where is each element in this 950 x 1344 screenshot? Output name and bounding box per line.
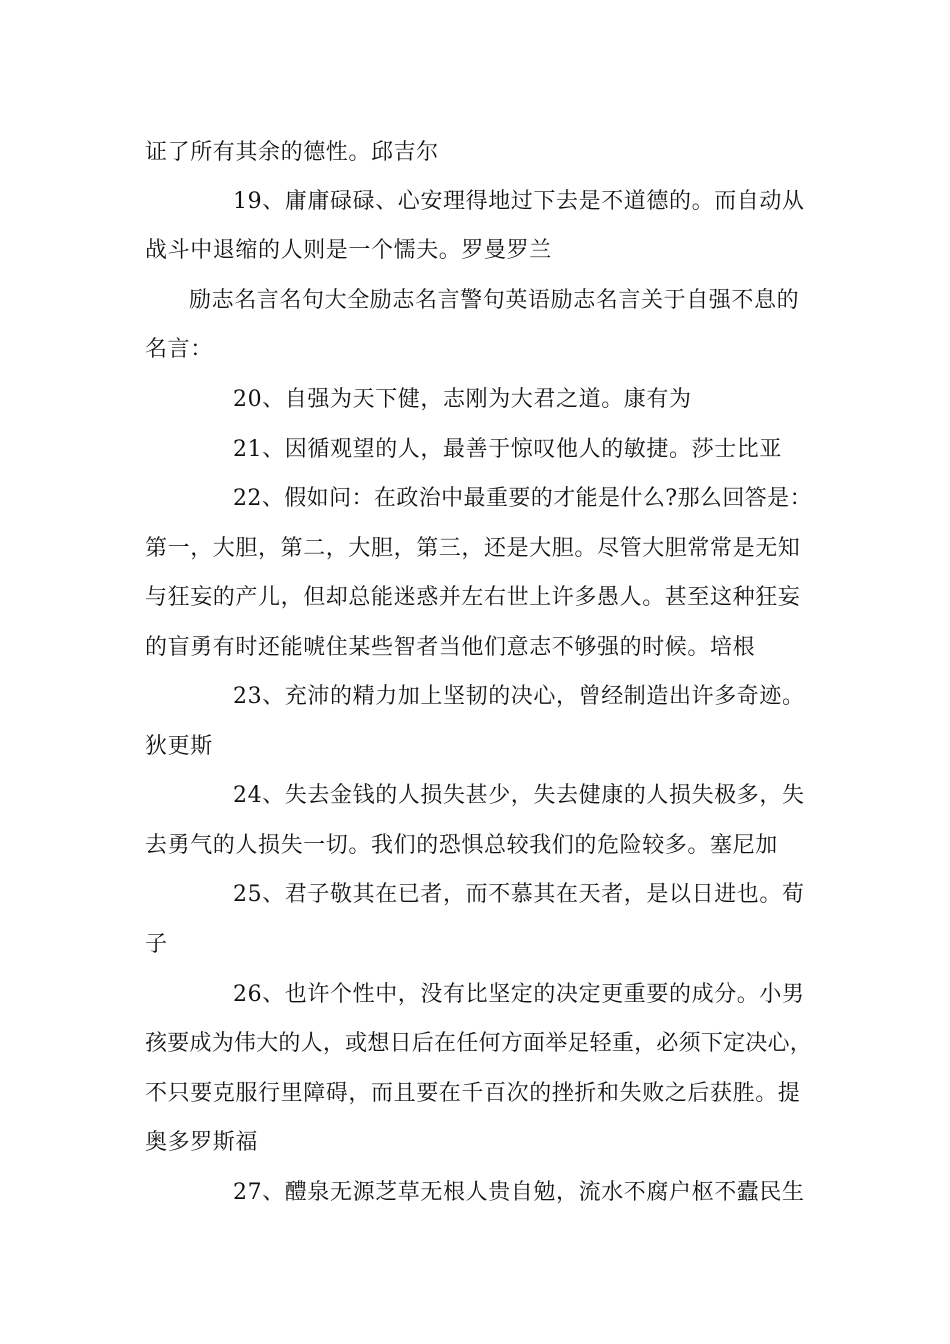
quote-23-line-2: 狄更斯	[145, 734, 213, 759]
quote-21: 21、因循观望的人，最善于惊叹他人的敏捷。莎士比亚	[233, 437, 782, 462]
quote-24-line-2: 去勇气的人损失一切。我们的恐惧总较我们的危险较多。塞尼加	[145, 833, 778, 858]
quote-19-line-1: 19、庸庸碌碌、心安理得地过下去是不道德的。而自动从	[233, 189, 805, 214]
quote-24-line-1: 24、失去金钱的人损失甚少，失去健康的人损失极多，失	[233, 783, 805, 808]
section-heading-line-1: 励志名言名句大全励志名言警句英语励志名言关于自强不息的	[189, 288, 800, 313]
quote-22-line-4: 的盲勇有时还能唬住某些智者当他们意志不够强的时候。培根	[145, 635, 756, 660]
quote-26-line-3: 不只要克服行里障碍，而且要在千百次的挫折和失败之后获胜。提	[145, 1081, 801, 1106]
quote-20: 20、自强为天下健，志刚为大君之道。康有为	[233, 387, 692, 412]
section-heading-line-2: 名言：	[145, 337, 213, 362]
quote-22-line-1: 22、假如问：在政治中最重要的才能是什么?那么回答是：	[233, 486, 812, 511]
quote-22-line-3: 与狂妄的产儿，但却总能迷惑并左右世上许多愚人。甚至这种狂妄	[145, 585, 801, 610]
quote-26-line-2: 孩要成为伟大的人，或想日后在任何方面举足轻重，必须下定决心，	[145, 1031, 813, 1056]
quote-27-line-1: 27、醴泉无源芝草无根人贵自勉，流水不腐户枢不蠹民生	[233, 1180, 805, 1205]
quote-23-line-1: 23、充沛的精力加上坚韧的决心，曾经制造出许多奇迹。	[233, 684, 805, 709]
quote-19-line-2: 战斗中退缩的人则是一个懦夫。罗曼罗兰	[145, 238, 552, 263]
quote-25-line-1: 25、君子敬其在已者，而不慕其在天者，是以日进也。荀	[233, 882, 805, 907]
quote-25-line-2: 子	[145, 932, 168, 957]
quote-22-line-2: 第一，大胆，第二，大胆，第三，还是大胆。尽管大胆常常是无知	[145, 536, 801, 561]
text-line: 证了所有其余的德性。邱吉尔	[145, 140, 439, 165]
quote-26-line-4: 奥多罗斯福	[145, 1130, 259, 1155]
quote-26-line-1: 26、也许个性中，没有比坚定的决定更重要的成分。小男	[233, 982, 805, 1007]
